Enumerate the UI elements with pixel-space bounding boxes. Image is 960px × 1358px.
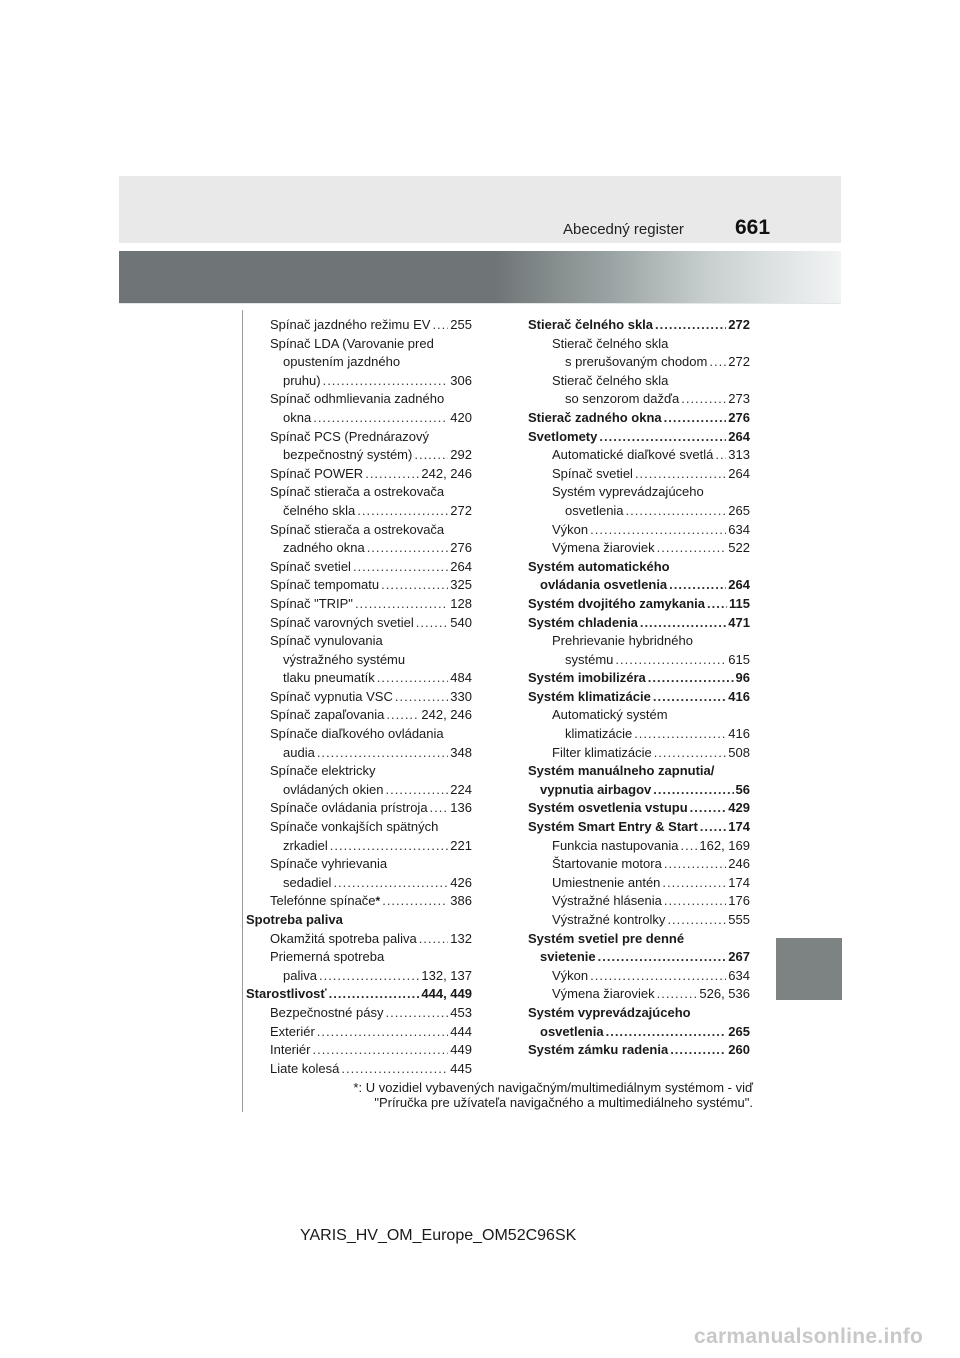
page-reference: 174 [728,819,750,835]
index-entry-text: výstražného systému [283,651,406,667]
index-column-left [246,316,472,1078]
index-entry-text: Systém klimatizácie [528,688,651,704]
index-entry [246,465,472,484]
index-entry-text: Telefónne spínače [270,893,376,909]
index-entry-text: Systém manuálneho zapnutia/ [528,763,715,779]
index-entry-text: Spínače vyhrievania [270,856,388,872]
dot-leader [329,985,420,1004]
index-entry-text: pruhu) [283,372,321,388]
dot-leader [414,446,448,465]
index-entry-text: Spínač zapaľovania [270,707,385,723]
dot-leader [669,576,726,595]
page-reference: 264 [728,465,750,481]
index-entry-text: Filter klimatizácie [552,744,652,760]
dot-leader [385,781,448,800]
page-reference: 426 [450,874,472,890]
page-reference: 132 [450,930,472,946]
index-entry-text: Automatické diaľkové svetlá [552,447,714,463]
page-reference: 306 [450,372,472,388]
index-entry [246,372,472,391]
index-entry-text: Spínač varovných svetiel [270,614,414,630]
index-entry-text: vypnutia airbagov [540,781,652,797]
dot-leader [312,1041,448,1060]
index-entry-text: Štartovanie motora [552,856,662,872]
index-entry-text: Výmena žiaroviek [552,540,655,556]
index-entry-text: Systém svetiel pre denné [528,930,685,946]
index-entry-text: Spínač tempomatu [270,577,380,593]
index-entry [528,409,750,428]
index-entry [246,502,472,521]
header-rule [119,303,841,304]
index-entry [246,837,472,856]
index-entry: Telefónne spínače * ..... 386 [246,892,472,911]
page-reference: 56 [735,781,750,797]
dot-leader [648,669,734,688]
index-entry-text: Spínač stierača a ostrekovača [270,521,445,537]
index-entry-text: Priemerná spotreba [270,949,385,965]
index-entry-text: Exteriér [270,1023,315,1039]
index-entry-text: Spínače ovládania prístroja [270,800,428,816]
index-entry-text: Výstražné kontrolky [552,912,666,927]
page-reference: 136 [450,800,472,816]
page-reference: 115 [729,595,750,611]
index-entry [246,874,472,893]
index-entry [528,353,750,372]
page-reference: 128 [450,595,472,611]
dot-leader [353,558,448,577]
index-entry [246,985,472,1004]
index-entry [528,1023,750,1042]
dot-leader [690,799,727,818]
index-entry [528,576,750,595]
index-entry [528,967,750,986]
page-reference: 276 [728,409,750,425]
index-entry-text: sedadiel [283,874,332,890]
dot-leader [640,614,726,633]
page-reference: 174 [728,874,750,890]
index-entry [528,855,750,874]
index-entry-text: Spínač POWER [270,465,364,481]
index-entry-text: Prehrievanie hybridného [552,633,693,649]
dot-leader [615,651,726,670]
page-reference: 420 [450,409,472,425]
page-reference: 242, 246 [421,465,472,481]
index-entry [246,930,472,949]
index-entry [528,781,750,800]
dot-leader [341,1060,448,1079]
header-title: Abecedný register [563,221,684,238]
dot-leader [681,390,726,409]
index-entry [528,1041,750,1060]
index-entry-text: Umiestnenie antén [552,874,661,890]
index-entry [528,892,750,911]
index-entry [246,706,472,725]
index-entry-text: Stierač čelného skla [552,372,669,388]
dot-leader [634,725,726,744]
index-entry [246,1041,472,1060]
index-entry-text: Spínač stierača a ostrekovača [270,484,445,500]
dot-leader [365,465,419,484]
page-reference: 325 [450,577,472,593]
index-entry [246,1060,472,1079]
index-entry-text: Výkon [552,967,589,983]
dot-leader [715,446,726,465]
index-entry-text: Systém vyprevádzajúceho [528,1004,691,1020]
dot-leader [664,892,726,911]
index-entry-text: zadného okna [283,540,365,556]
index-entry [246,614,472,633]
dot-leader [367,539,449,558]
dot-leader [653,688,726,707]
page-reference: 272 [728,317,750,332]
index-entry-text: Spínač PCS (Prednárazový [270,428,429,444]
page-reference: 267 [728,949,750,965]
dot-leader [386,706,419,725]
header-gradient-bar [119,251,841,303]
index-entry [528,502,750,521]
page-reference: 273 [728,391,750,407]
index-entry-text: Systém vyprevádzajúceho [552,484,704,500]
index-entry [528,799,750,818]
index-entry-text: Funkcia nastupovania [552,837,679,853]
dot-leader [667,911,726,930]
dot-leader [664,409,727,428]
page-reference: 264 [728,428,750,444]
page-reference: 429 [728,800,750,816]
page-reference: 330 [450,688,472,704]
page-reference: 386 [450,893,472,909]
dot-leader [313,409,448,428]
page-reference: 522 [728,540,750,556]
page-reference: 508 [728,744,750,760]
index-entry [246,781,472,800]
index-entry [246,316,472,335]
dot-leader [317,744,448,763]
dot-leader [382,892,448,911]
index-entry [246,799,472,818]
index-entry-text: Výkon [552,521,589,537]
index-entry [246,1023,472,1042]
index-entry-text: so senzorom dažďa [565,391,680,407]
page-reference: 255 [450,317,472,332]
index-entry [246,595,472,614]
page-reference: 176 [728,893,750,909]
dot-leader [653,781,733,800]
page-reference: 272 [450,502,472,518]
index-entry [528,725,750,744]
page-reference: 264 [450,558,472,574]
index-entry-text: Spínač LDA (Varovanie pred [270,335,434,351]
index-entry [528,465,750,484]
index-entry-text: Spínač vynulovania [270,633,383,649]
index-entry [246,967,472,986]
dot-leader [432,316,448,335]
dot-leader [709,353,726,372]
dot-leader [357,502,448,521]
index-entry [246,576,472,595]
page-reference: 444, 449 [421,986,472,1002]
dot-leader [355,595,448,614]
index-entry-text: osvetlenia [540,1023,604,1039]
index-entry-text: Bezpečnostné pásy [270,1004,384,1020]
dot-leader [657,539,727,558]
index-entry-text: svietenie [540,949,596,965]
footnote [300,1080,753,1110]
index-entry [246,558,472,577]
page-reference: 615 [728,651,750,667]
page-reference: 540 [450,614,472,630]
dot-leader [330,837,449,856]
index-entry [528,539,750,558]
index-entry-text: Systém zámku radenia [528,1042,669,1058]
index-entry-text: Spínač "TRIP" [270,595,353,611]
index-entry [246,446,472,465]
dot-leader [598,948,727,967]
page-reference: 260 [728,1042,750,1058]
left-margin-rule [242,310,243,1112]
index-entry-text: Spínač vypnutia VSC [270,688,393,704]
index-entry-text: Výmena žiaroviek [552,986,655,1002]
dot-leader [670,1041,726,1060]
page-reference: 416 [728,726,750,742]
index-entry [528,390,750,409]
dot-leader [606,1023,727,1042]
section-side-tab [776,938,842,1000]
page-reference: 445 [450,1060,472,1076]
page-reference: 471 [728,614,750,630]
index-entry-text: Systém dvojitého zamykania [528,595,706,611]
index-entry [528,818,750,837]
index-entry-text: osvetlenia [565,502,624,518]
index-entry [528,428,750,447]
page-reference: 453 [450,1004,472,1020]
index-entry-text: Systém imobilizéra [528,670,646,686]
page-reference: 348 [450,744,472,760]
index-entry-text: zrkadiel [283,837,328,853]
index-entry [246,539,472,558]
index-entry [528,595,750,614]
dot-leader [707,595,727,614]
index-entry [246,911,472,930]
index-entry-text: klimatizácie [565,726,633,742]
page-reference: 526, 536 [699,986,750,1002]
page-reference: 416 [728,688,750,704]
footnote-line-2: "Príručka pre užívateľa navigačného a multimediálneho systému". [374,1095,753,1110]
header-band [119,176,841,243]
dot-leader [662,874,726,893]
dot-leader [657,985,698,1004]
index-entry [246,744,472,763]
dot-leader [430,799,449,818]
index-entry-text: Liate kolesá [270,1060,340,1076]
dot-leader [377,669,449,688]
dot-leader [700,818,727,837]
document-id: YARIS_HV_OM_Europe_OM52C96SK [300,1227,577,1244]
index-entry [528,874,750,893]
page-reference: 276 [450,540,472,556]
index-entry-text: Stierač čelného skla [528,317,654,332]
index-entry-text: Systém automatického [528,558,670,574]
index-entry-text: ovládaných okien [283,781,384,797]
index-entry [528,948,750,967]
watermark: carmanualsonline.info [694,1325,924,1348]
page-reference: 162, 169 [699,837,750,853]
dot-leader [590,967,726,986]
index-entry-text: opustením jazdného [283,354,401,370]
page-reference: 96 [735,670,750,686]
index-entry-text: tlaku pneumatík [283,670,375,686]
index-entry-text: Spínač odhmlievania zadného [270,391,445,407]
dot-leader [419,930,449,949]
index-entry-text: systému [565,651,614,667]
index-entry [528,651,750,670]
index-entry-text: Výstražné hlásenia [552,893,662,909]
page-reference: 221 [450,837,472,853]
index-column-right [528,316,750,1060]
dot-leader [385,1004,448,1023]
page-reference: 242, 246 [421,707,472,723]
dot-leader [654,744,727,763]
dot-leader [626,502,727,521]
page-reference: 444 [450,1023,472,1039]
page-reference: 246 [728,856,750,872]
page-reference: 292 [450,447,472,463]
dot-leader [664,855,726,874]
page-reference: 634 [728,967,750,983]
page-reference: 264 [728,577,750,593]
index-entry [528,911,750,930]
page-reference: 132, 137 [421,967,472,983]
index-entry-text: Spínač svetiel [270,558,351,574]
index-entry-text: Systém Smart Entry & Start [528,819,698,835]
page-reference: 265 [728,1023,750,1039]
index-entry [528,985,750,1004]
dot-leader [655,316,726,335]
index-entry-text: ovládania osvetlenia [540,577,668,593]
page-reference: 484 [450,670,472,686]
index-entry-text: Spínač svetiel [552,465,633,481]
index-entry-text: Systém osvetlenia vstupu [528,800,688,816]
index-entry-text: Spínače diaľkového ovládania [270,726,444,742]
index-entry-text: Automatický systém [552,707,668,723]
index-entry-text: s prerušovaným chodom [565,354,708,370]
index-entry [528,837,750,856]
index-entry-text: Starostlivosť [246,986,327,1002]
index-entry [246,669,472,688]
index-entry-text: Spotreba paliva [246,912,343,927]
index-entry-text: paliva [283,967,317,983]
index-entry-text: Spínač jazdného režimu EV [270,317,431,332]
index-entry-text: Stierač zadného okna [528,409,662,425]
page-reference: 265 [728,502,750,518]
index-entry [246,1004,472,1023]
index-entry-text: Stierač čelného skla [552,335,669,351]
footnote-line-1: *: U vozidiel vybavených navigačným/multimediálnym systémom - viď [353,1080,753,1095]
page-reference: 634 [728,521,750,537]
index-entry [246,409,472,428]
dot-leader [323,372,449,391]
dot-leader [395,688,448,707]
index-entry-text: Spínače elektricky [270,763,376,779]
dot-leader [333,874,448,893]
page-reference: 272 [728,354,750,370]
page-reference: 555 [728,912,750,927]
dot-leader [319,967,419,986]
page-reference: 224 [450,781,472,797]
page-reference: 313 [728,447,750,463]
index-entry [528,446,750,465]
index-entry-text: audia [283,744,315,760]
index-entry-text: Interiér [270,1042,311,1058]
index-entry-text: Svetlomety [528,428,598,444]
dot-leader [317,1023,449,1042]
index-entry-text: Systém chladenia [528,614,638,630]
dot-leader [590,521,726,540]
dot-leader [599,428,726,447]
index-entry [528,614,750,633]
index-entry [528,744,750,763]
index-entry-text: okna [283,409,312,425]
dot-leader [416,614,449,633]
page-reference: 449 [450,1042,472,1058]
index-entry-text: Okamžitá spotreba paliva [270,930,417,946]
index-entry [528,316,750,335]
index-entry-text: čelného skla [283,502,356,518]
index-entry [528,669,750,688]
dot-leader [381,576,448,595]
index-entry [528,521,750,540]
index-entry [246,688,472,707]
dot-leader [635,465,726,484]
index-entry-text: Spínače vonkajších spätných [270,819,439,835]
page-number: 661 [735,216,771,239]
index-entry-text: bezpečnostný systém) [283,447,413,463]
index-entry [528,688,750,707]
dot-leader [680,837,697,856]
